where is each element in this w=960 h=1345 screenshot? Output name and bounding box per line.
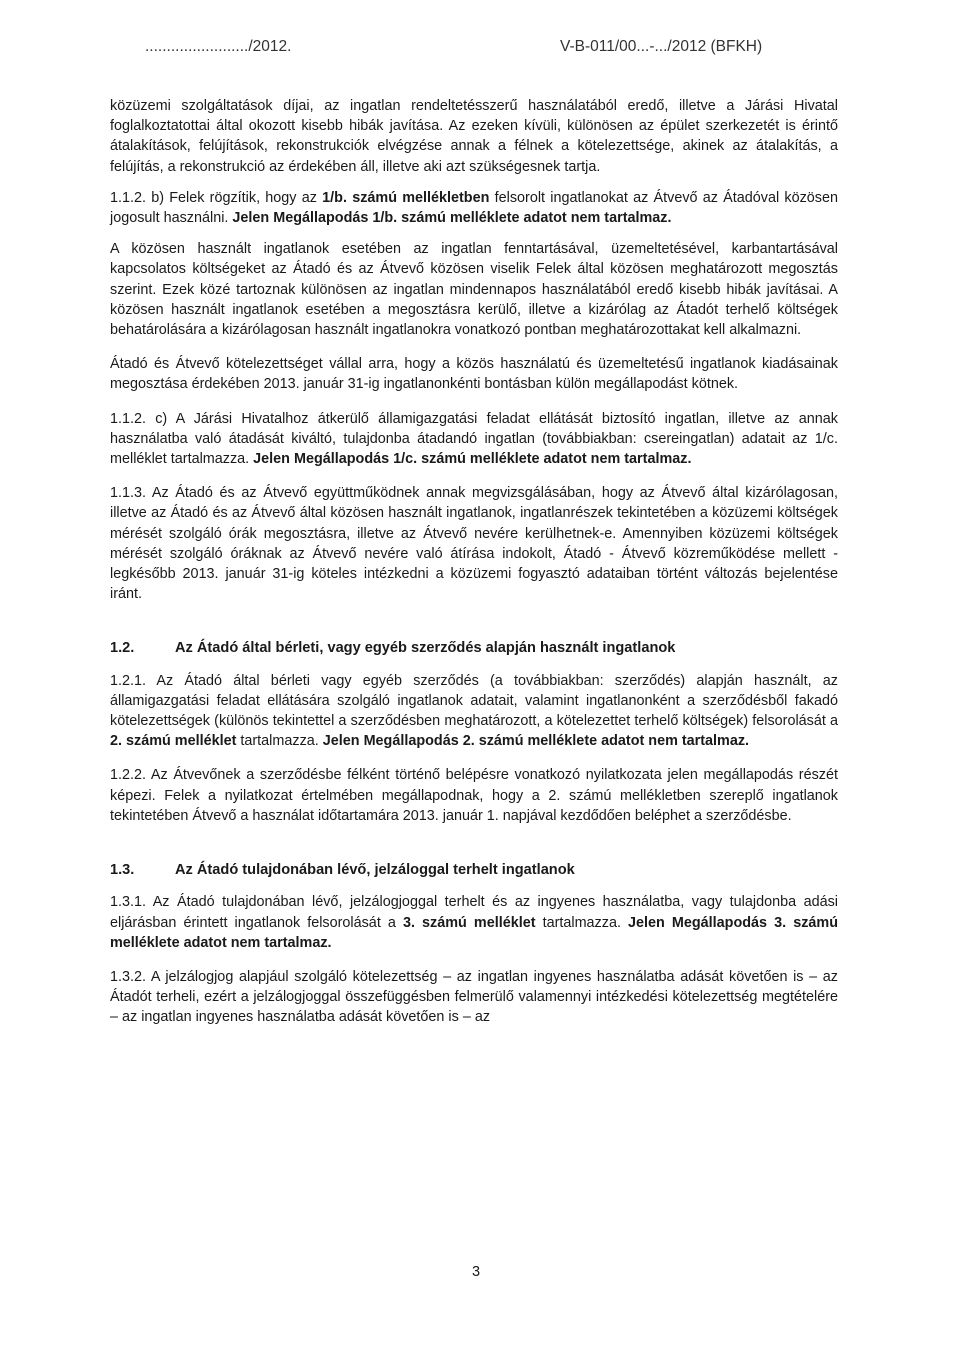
paragraph-continuation: közüzemi szolgáltatások díjai, az ingatlan rendeltetésszerű használatából eredő, illetve a Járási Hivatal foglalkoztatottai által okozott kisebb hibák javítása. Az ezeken kívüli, különösen az épület szerkezetét is érintő átalakítások, felújítások, rekonstrukciók elvégzése annak a félnek a kötelezettsége, akinek az átalakítás, a felújítás, a rekonstrukció az érdekében áll, illetve aki azt szükségesnek tartja. [110,98,838,175]
paragraph-1-1-3: 1.1.3. Az Átadó és az Átvevő együttműködnek annak megvizsgálásában, hogy az Átvevő által kizárólagosan, illetve az Átadó és az Átvevő által közösen használt ingatlanok, ingatlanrészek tekintetében a közüzemi költségek mérését szolgáló órák megosztásra, illetve az Átvevő nevére kerülhetnek-e. Amennyiben közüzemi költségek mérését szolgáló óráknak az Átvevő nevére való átírása indokolt, Átadó - Átvevő közreműködése mellett - legkésőbb 2013. január 31-ig köteles intézkedni a közüzemi fogyasztó adataiban történt változás bejelentése iránt. [110,485,838,603]
section-heading-1-3: 1.3. Az Átadó tulajdonában lévő, jelzáloggal terhelt ingatlanok [110,862,575,879]
paragraph-cost-agreement: Átadó és Átvevő kötelezettséget vállal arra, hogy a közös használatú és üzemeltetésű ingatlanok kiadásainak megosztása érdekében 2013. január 31-ig ingatlanonkénti bontásban külön megállapodást kötnek. [110,356,838,393]
paragraph-1-3-2: 1.3.2. A jelzálogjog alapjául szolgáló kötelezettség – az ingatlan ingyenes használatba adását követően is – az Átadót terheli, ezért a jelzálogjoggal összefüggésben felmerülő valamennyi intézkedési kötelezettség megtételére – az ingatlan ingyenes használatba adását követően is – az [110,968,838,1026]
paragraph-1-1-2-c: 1.1.2. c) A Járási Hivatalhoz átkerülő államigazgatási feladat ellátását biztosító ingatlan, illetve az annak használatba való átadását kiváltó, tulajdonba átadandó ingatlan (továbbiakban: csereingatlan) adatait az 1/c. melléklet tartalmazza. Jelen Megállapodás 1/c. számú melléklete adatot nem tartalmaz. [110,410,838,468]
paragraph-1-1-2-b: 1.1.2. b) Felek rögzítik, hogy az 1/b. számú mellékletben felsorolt ingatlanokat az Átvevő az Átadóval közösen jogosult használni. Jelen Megállapodás 1/b. számú melléklete adatot nem tartalmaz. [110,189,839,227]
paragraph-1-2-1: 1.2.1. Az Átadó által bérleti vagy egyéb szerződés (a továbbiakban: szerződés) alapján használt, az államigazgatási feladat ellátására szolgáló ingatlanok adatait, valamint ingatlanonként a szerződésből fakadó kötelezettségek (különös tekintettel a szerződésben meghatározott, a kötelezettet terhelő költségek) felsorolását a 2. számú melléklet tartalmazza. Jelen Megállapodás 2. számú melléklete adatot nem tartalmaz. [110,672,838,750]
document-body [110,96,838,1042]
header-reference: V-B-011/00...-.../2012 (BFKH) [560,38,763,55]
paragraph-1-2-2: 1.2.2. Az Átvevőnek a szerződésbe félként történő belépésre vonatkozó nyilatkozata jelen megállapodás részét képezi. Felek a nyilatkozat értelmében megállapodnak, hogy a 2. számú mellékletben szereplő ingatlanok tekintetében Átvevő a használat időtartamára 2013. január 1. napjával kezdődően beléphet a szerződésbe. [110,767,838,824]
paragraph-shared-costs: A közösen használt ingatlanok esetében az ingatlan fenntartásával, üzemeltetésével, karbantartásával kapcsolatos költségeket az Átadó és az Átvevő közösen viselik Felek által közösen meghatározott megosztás szerint. Ezek közé tartoznak különösen az ingatlan mindennapos használatából eredő kisebb hibák javításai. A közösen használt ingatlanok esetében a megosztásra kerülő, illetve a kizárólag az Átadót terhelő költségek behatárolására a kizárólagosan használt ingatlanokra vonatkozó pontban meghatározottakat kell alkalmazni. [110,241,838,339]
paragraph-1-3-1: 1.3.1. Az Átadó tulajdonában lévő, jelzálogjoggal terhelt és az ingyenes használatba, vagy tulajdonba adási eljárásban érintett ingatlanok felsorolását a 3. számú melléklet tartalmazza. Jelen Megállapodás 3. számú melléklete adatot nem tartalmaz. [110,894,838,951]
header-date-left: ......................../2012. [145,38,292,55]
section-heading-1-2: 1.2. Az Átadó által bérleti, vagy egyéb szerződés alapján használt ingatlanok [110,640,676,657]
